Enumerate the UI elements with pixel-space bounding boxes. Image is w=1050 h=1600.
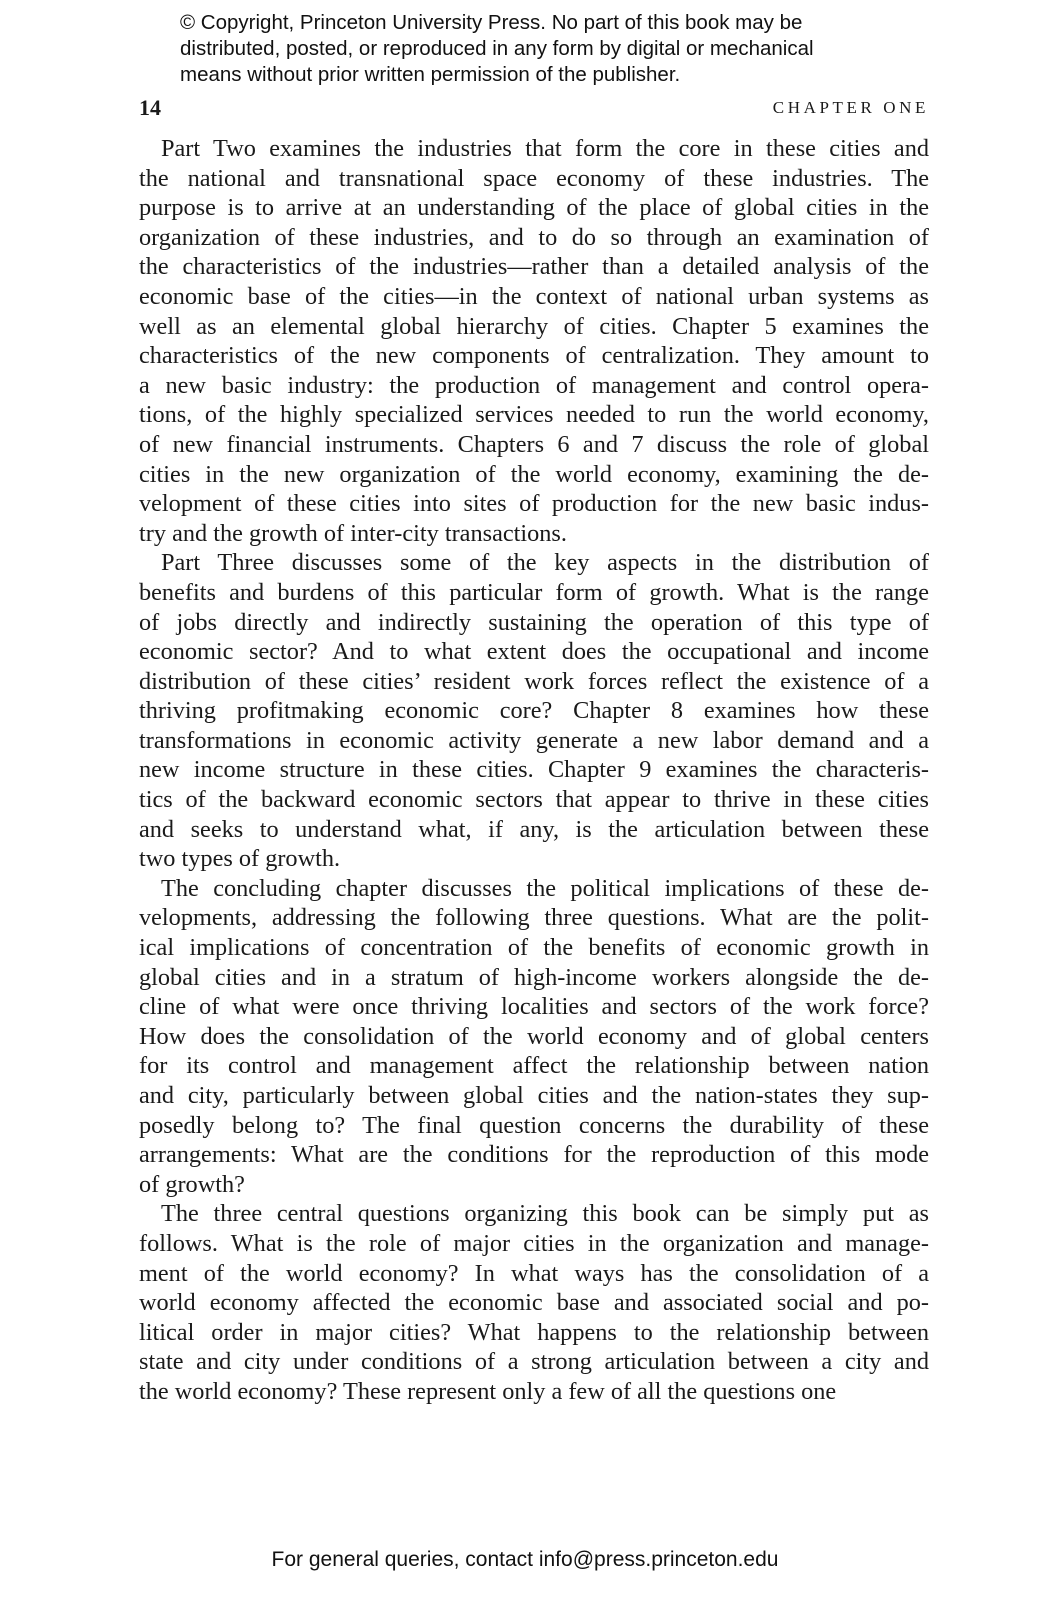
text-line: new income structure in these cities. Chapter 9 examines the characteris- <box>139 756 929 784</box>
text-line: global cities and in a stratum of high-income workers alongside the de- <box>139 963 929 991</box>
text-line: ical implications of concentration of the benefits of economic growth in <box>139 934 929 962</box>
copyright-line: distributed, posted, or reproduced in any form by digital or mechanical <box>180 37 814 60</box>
text-line: the world economy? These represent only a few of all the questions one <box>139 1377 837 1405</box>
text-line: purpose is to arrive at an understanding of the place of global cities in the <box>139 194 929 222</box>
text-line: velopment of these cities into sites of production for the new basic indus- <box>139 490 929 518</box>
text-line: arrangements: What are the conditions for the reproduction of this mode <box>139 1141 929 1169</box>
text-line: and seeks to understand what, if any, is the articulation between these <box>139 815 929 843</box>
chapter-label: CHAPTER ONE <box>772 98 929 117</box>
copyright-notice <box>180 10 940 88</box>
text-line: thriving profitmaking economic core? Chapter 8 examines how these <box>139 697 929 725</box>
text-line: Part Two examines the industries that form the core in these cities and <box>161 135 929 162</box>
page-number: 14 <box>139 95 161 120</box>
text-line: and city, particularly between global cities and the nation-states they sup- <box>139 1082 929 1109</box>
text-line: litical order in major cities? What happens to the relationship between <box>139 1318 929 1346</box>
text-line: tions, of the highly specialized services needed to run the world economy, <box>139 401 929 429</box>
text-line: economic sector? And to what extent does the occupational and income <box>139 638 929 666</box>
paragraph <box>139 1199 929 1406</box>
paragraph <box>139 548 929 874</box>
text-line: the national and transnational space economy of these industries. The <box>139 164 929 192</box>
text-line: cities in the new organization of the world economy, examining the de- <box>139 460 929 488</box>
paragraph <box>139 134 929 548</box>
text-line: a new basic industry: the production of management and control opera- <box>139 371 929 399</box>
text-line: well as an elemental global hierarchy of cities. Chapter 5 examines the <box>139 312 929 340</box>
text-line: tics of the backward economic sectors that appear to thrive in these cities <box>139 786 929 814</box>
text-line: world economy affected the economic base and associated social and po- <box>139 1289 929 1317</box>
text-line: posedly belong to? The final question concerns the durability of these <box>139 1111 929 1139</box>
copyright-line: means without prior written permission of the publisher. <box>180 63 681 86</box>
text-line: Part Three discusses some of the key aspects in the distribution of <box>161 549 929 577</box>
text-line: transformations in economic activity generate a new labor demand and a <box>139 726 929 754</box>
text-line: How does the consolidation of the world economy and of global centers <box>139 1022 929 1050</box>
text-line: The concluding chapter discusses the political implications of these de- <box>161 874 929 902</box>
text-line: state and city under conditions of a strong articulation between a city and <box>139 1348 929 1376</box>
copyright-line: © Copyright, Princeton University Press. No part of this book may be <box>180 11 803 34</box>
text-line: try and the growth of inter-city transactions. <box>139 519 567 547</box>
text-line: organization of these industries, and to do so through an examination of <box>139 223 929 251</box>
text-line: distribution of these cities’ resident work forces reflect the existence of a <box>139 667 929 695</box>
text-line: follows. What is the role of major cities in the organization and manage- <box>139 1229 929 1257</box>
text-line: ment of the world economy? In what ways has the consolidation of a <box>139 1259 929 1287</box>
text-line: economic base of the cities—in the context of national urban systems as <box>139 282 929 310</box>
text-line: the characteristics of the industries—rather than a detailed analysis of the <box>139 253 929 281</box>
text-line: of jobs directly and indirectly sustaining the operation of this type of <box>139 608 929 636</box>
text-line: of new financial instruments. Chapters 6 and 7 discuss the role of global <box>139 430 929 458</box>
text-line: characteristics of the new components of centralization. They amount to <box>139 342 929 370</box>
text-line: cline of what were once thriving localities and sectors of the work force? <box>139 993 929 1021</box>
text-line: velopments, addressing the following three questions. What are the polit- <box>139 904 929 932</box>
text-line: The three central questions organizing this book can be simply put as <box>161 1200 929 1228</box>
body-text <box>139 134 929 1407</box>
footer-contact: For general queries, contact info@press.princeton.edu <box>271 1548 779 1571</box>
text-line: of growth? <box>139 1170 245 1198</box>
running-head <box>139 95 929 125</box>
text-line: two types of growth. <box>139 845 341 873</box>
paragraph <box>139 874 929 1200</box>
text-line: for its control and management affect the relationship between nation <box>139 1052 929 1080</box>
text-line: benefits and burdens of this particular form of growth. What is the range <box>139 578 929 606</box>
